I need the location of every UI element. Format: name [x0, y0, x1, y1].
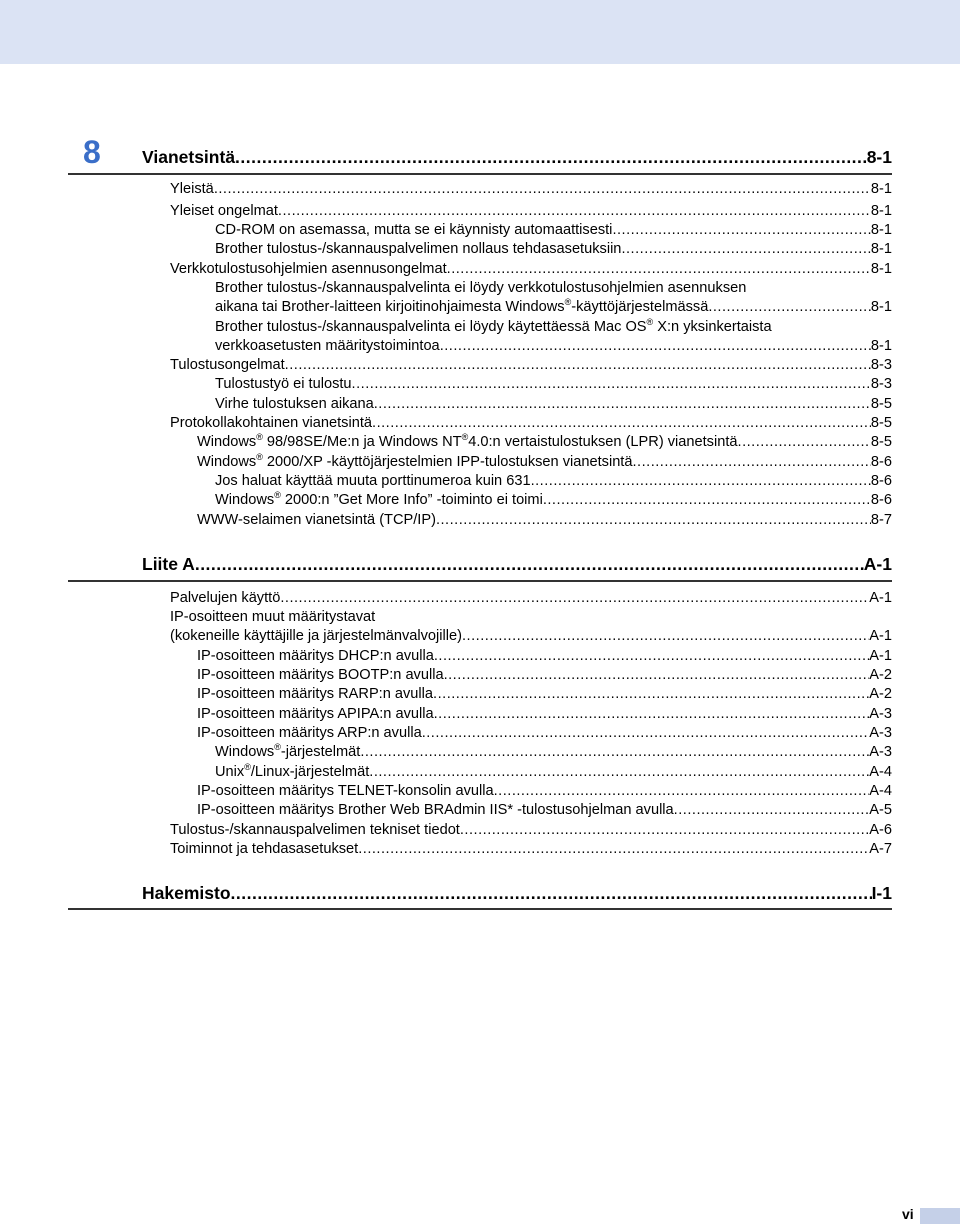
- section-rule: [68, 908, 892, 910]
- toc-entry-arp-windows[interactable]: [215, 743, 892, 762]
- section-page: I-1: [871, 883, 892, 903]
- corner-color-block: [920, 1208, 960, 1224]
- toc-entry-bradmin[interactable]: [197, 801, 892, 820]
- toc-entry-brother-mac-line1[interactable]: Brother tulostus-/skannauspalvelinta ei löydy käytettäessä Mac OS® X:n yksinkertaista: [215, 317, 772, 335]
- toc-entry-brother-nollaus[interactable]: [215, 240, 892, 259]
- section-page: A-1: [863, 554, 892, 574]
- toc-entry-page: 8-5: [870, 396, 892, 412]
- toc-entry-arp[interactable]: [197, 724, 892, 743]
- dot-leader: [433, 685, 869, 704]
- top-color-band: [0, 0, 960, 64]
- toc-entry-text: IP-osoitteen määritys RARP:n avulla: [197, 686, 434, 702]
- toc-entry-toiminnot[interactable]: [170, 840, 892, 859]
- toc-entry-yleiset-ongelmat[interactable]: [170, 202, 892, 221]
- dot-leader: [460, 821, 869, 840]
- toc-entry-page: A-5: [869, 802, 892, 818]
- toc-entry-tulostusongelmat[interactable]: [170, 356, 892, 375]
- dot-leader: [738, 433, 871, 452]
- toc-entry-bootp[interactable]: [197, 666, 892, 685]
- toc-entry-www[interactable]: [197, 511, 892, 530]
- toc-entry-page: 8-1: [870, 299, 892, 315]
- toc-entry-text: IP-osoitteen määritys APIPA:n avulla: [197, 706, 434, 722]
- section-rule: [68, 580, 892, 582]
- dot-leader: [708, 298, 871, 317]
- dot-leader: [531, 472, 871, 491]
- toc-entry-cdrom[interactable]: [215, 221, 892, 240]
- toc-entry-tekniset[interactable]: [170, 821, 892, 840]
- dot-leader: [369, 763, 869, 782]
- toc-entry-virhe[interactable]: [215, 395, 892, 414]
- dot-leader: [462, 627, 869, 646]
- toc-entry-protokolla[interactable]: [170, 414, 892, 433]
- dot-leader: [543, 491, 871, 510]
- toc-entry-text: Yleiset ongelmat: [170, 203, 278, 219]
- dot-leader: [422, 724, 870, 743]
- dot-leader: [434, 705, 870, 724]
- toc-entry-page: A-4: [869, 764, 892, 780]
- dot-leader: [195, 553, 864, 575]
- toc-entry-page: 8-1: [870, 241, 892, 257]
- dot-leader: [360, 743, 869, 762]
- dot-leader: [231, 882, 872, 904]
- dot-leader: [285, 356, 871, 375]
- toc-entry-text: Jos haluat käyttää muuta porttinumeroa kuin 631: [215, 473, 531, 489]
- toc-entry-text: Palvelujen käyttö: [170, 590, 281, 606]
- toc-entry-dhcp[interactable]: [197, 647, 892, 666]
- dot-leader: [632, 453, 870, 472]
- section-title: Liite A: [142, 554, 195, 574]
- dot-leader: [447, 260, 871, 279]
- dot-leader: [352, 375, 871, 394]
- dot-leader: [440, 337, 871, 356]
- toc-entry-brother-mac-line2[interactable]: [215, 337, 892, 356]
- dot-leader: [621, 240, 870, 259]
- dot-leader: [444, 666, 870, 685]
- toc-entry-text: Windows® 98/98SE/Me:n ja Windows NT®4.0:n vertaistulostuksen (LPR) vianetsintä: [197, 432, 738, 450]
- toc-entry-win98[interactable]: [197, 433, 892, 452]
- toc-entry-telnet[interactable]: [197, 782, 892, 801]
- toc-entry-page: 8-6: [870, 473, 892, 489]
- toc-entry-text: Protokollakohtainen vianetsintä: [170, 415, 373, 431]
- chapter-number: 8: [83, 134, 101, 170]
- toc-entry-ip-muut-line1[interactable]: IP-osoitteen muut määritystavat: [170, 609, 376, 625]
- toc-entry-page: 8-1: [870, 181, 892, 197]
- toc-entry-apipa[interactable]: [197, 705, 892, 724]
- toc-entry-page: A-3: [869, 725, 892, 741]
- dot-leader: [235, 146, 867, 168]
- toc-entry-text: Brother tulostus-/skannauspalvelimen nollaus tehdasasetuksiin: [215, 241, 622, 257]
- dot-leader: [612, 221, 870, 240]
- toc-entry-page: A-2: [869, 667, 892, 683]
- toc-entry-page: A-3: [869, 706, 892, 722]
- section-heading-vianetsinta[interactable]: [142, 146, 892, 168]
- toc-entry-yleista[interactable]: [170, 180, 892, 199]
- section-rule: [68, 173, 892, 175]
- section-title: Vianetsintä: [142, 147, 236, 167]
- section-page: 8-1: [866, 147, 892, 167]
- toc-entry-text: Toiminnot ja tehdasasetukset: [170, 841, 359, 857]
- toc-entry-page: 8-1: [870, 338, 892, 354]
- toc-entry-page: 8-1: [870, 222, 892, 238]
- toc-entry-text: Windows® 2000/XP -käyttöjärjestelmien IPP-tulostuksen vianetsintä: [197, 452, 633, 470]
- toc-entry-page: 8-3: [870, 376, 892, 392]
- toc-entry-arp-unix[interactable]: [215, 763, 892, 782]
- toc-entry-win2000-more-info[interactable]: [215, 491, 892, 510]
- toc-entry-page: 8-1: [870, 203, 892, 219]
- toc-entry-page: 8-6: [870, 454, 892, 470]
- toc-entry-text: verkkoasetusten määritystoimintoa: [215, 338, 440, 354]
- toc-entry-win2000xp[interactable]: [197, 453, 892, 472]
- toc-entry-text: Tulostustyö ei tulostu: [215, 376, 352, 392]
- toc-entry-page: A-4: [869, 783, 892, 799]
- toc-entry-page: A-2: [869, 686, 892, 702]
- section-heading-hakemisto[interactable]: [142, 882, 892, 904]
- page-number: vi: [902, 1206, 914, 1222]
- toc-entry-page: 8-5: [870, 415, 892, 431]
- toc-entry-page: A-1: [869, 590, 892, 606]
- dot-leader: [374, 395, 871, 414]
- toc-entry-page: 8-5: [870, 434, 892, 450]
- toc-entry-ip-muut-line2[interactable]: [170, 627, 892, 646]
- toc-entry-text: Yleistä: [170, 181, 214, 197]
- toc-entry-page: 8-7: [870, 512, 892, 528]
- toc-entry-page: 8-1: [870, 261, 892, 277]
- toc-entry-text: IP-osoitteen määritys Brother Web BRAdmin IIS* -tulostusohjelman avulla: [197, 802, 674, 818]
- dot-leader: [278, 202, 871, 221]
- toc-entry-page: A-7: [869, 841, 892, 857]
- toc-entry-verkko-asennus[interactable]: [170, 260, 892, 279]
- toc-entry-text: Tulostus-/skannauspalvelimen tekniset tiedot: [170, 822, 460, 838]
- dot-leader: [434, 647, 869, 666]
- toc-entry-brother-win-line2[interactable]: [215, 298, 892, 317]
- toc-entry-text: CD-ROM on asemassa, mutta se ei käynnisty automaattisesti: [215, 222, 613, 238]
- dot-leader: [494, 782, 870, 801]
- toc-entry-text: (kokeneille käyttäjille ja järjestelmänvalvojille): [170, 628, 462, 644]
- toc-entry-page: A-6: [869, 822, 892, 838]
- toc-entry-text: Windows® 2000:n ”Get More Info” -toiminto ei toimi: [215, 490, 543, 508]
- toc-entry-text: Unix®/Linux-järjestelmät: [215, 762, 370, 780]
- dot-leader: [280, 589, 869, 608]
- toc-entry-page: A-1: [869, 648, 892, 664]
- section-heading-liite-a[interactable]: [142, 553, 892, 575]
- toc-entry-text: IP-osoitteen määritys BOOTP:n avulla: [197, 667, 444, 683]
- toc-entry-palvelujen[interactable]: [170, 589, 892, 608]
- toc-entry-page: A-3: [869, 744, 892, 760]
- toc-entry-page: 8-3: [870, 357, 892, 373]
- dot-leader: [674, 801, 870, 820]
- dot-leader: [436, 511, 871, 530]
- toc-entry-text: WWW-selaimen vianetsintä (TCP/IP): [197, 512, 436, 528]
- toc-entry-text: Tulostusongelmat: [170, 357, 285, 373]
- toc-entry-brother-win-line1[interactable]: Brother tulostus-/skannauspalvelinta ei löydy verkkotulostusohjelmien asennuksen: [215, 280, 747, 296]
- toc-entry-tulostustyo[interactable]: [215, 375, 892, 394]
- dot-leader: [214, 180, 871, 199]
- toc-entry-text: aikana tai Brother-laitteen kirjoitinohjaimesta Windows®-käyttöjärjestelmässä: [215, 297, 709, 315]
- toc-entry-text: IP-osoitteen määritys TELNET-konsolin avulla: [197, 783, 494, 799]
- toc-entry-page: A-1: [869, 628, 892, 644]
- toc-entry-portti[interactable]: [215, 472, 892, 491]
- toc-entry-rarp[interactable]: [197, 685, 892, 704]
- toc-entry-text: IP-osoitteen määritys ARP:n avulla: [197, 725, 422, 741]
- toc-entry-text: Virhe tulostuksen aikana: [215, 396, 374, 412]
- section-title: Hakemisto: [142, 883, 231, 903]
- toc-entry-text: Verkkotulostusohjelmien asennusongelmat: [170, 261, 447, 277]
- dot-leader: [372, 414, 871, 433]
- toc-entry-text: IP-osoitteen määritys DHCP:n avulla: [197, 648, 434, 664]
- toc-entry-text: Windows®-järjestelmät: [215, 742, 361, 760]
- dot-leader: [358, 840, 869, 859]
- toc-entry-page: 8-6: [870, 492, 892, 508]
